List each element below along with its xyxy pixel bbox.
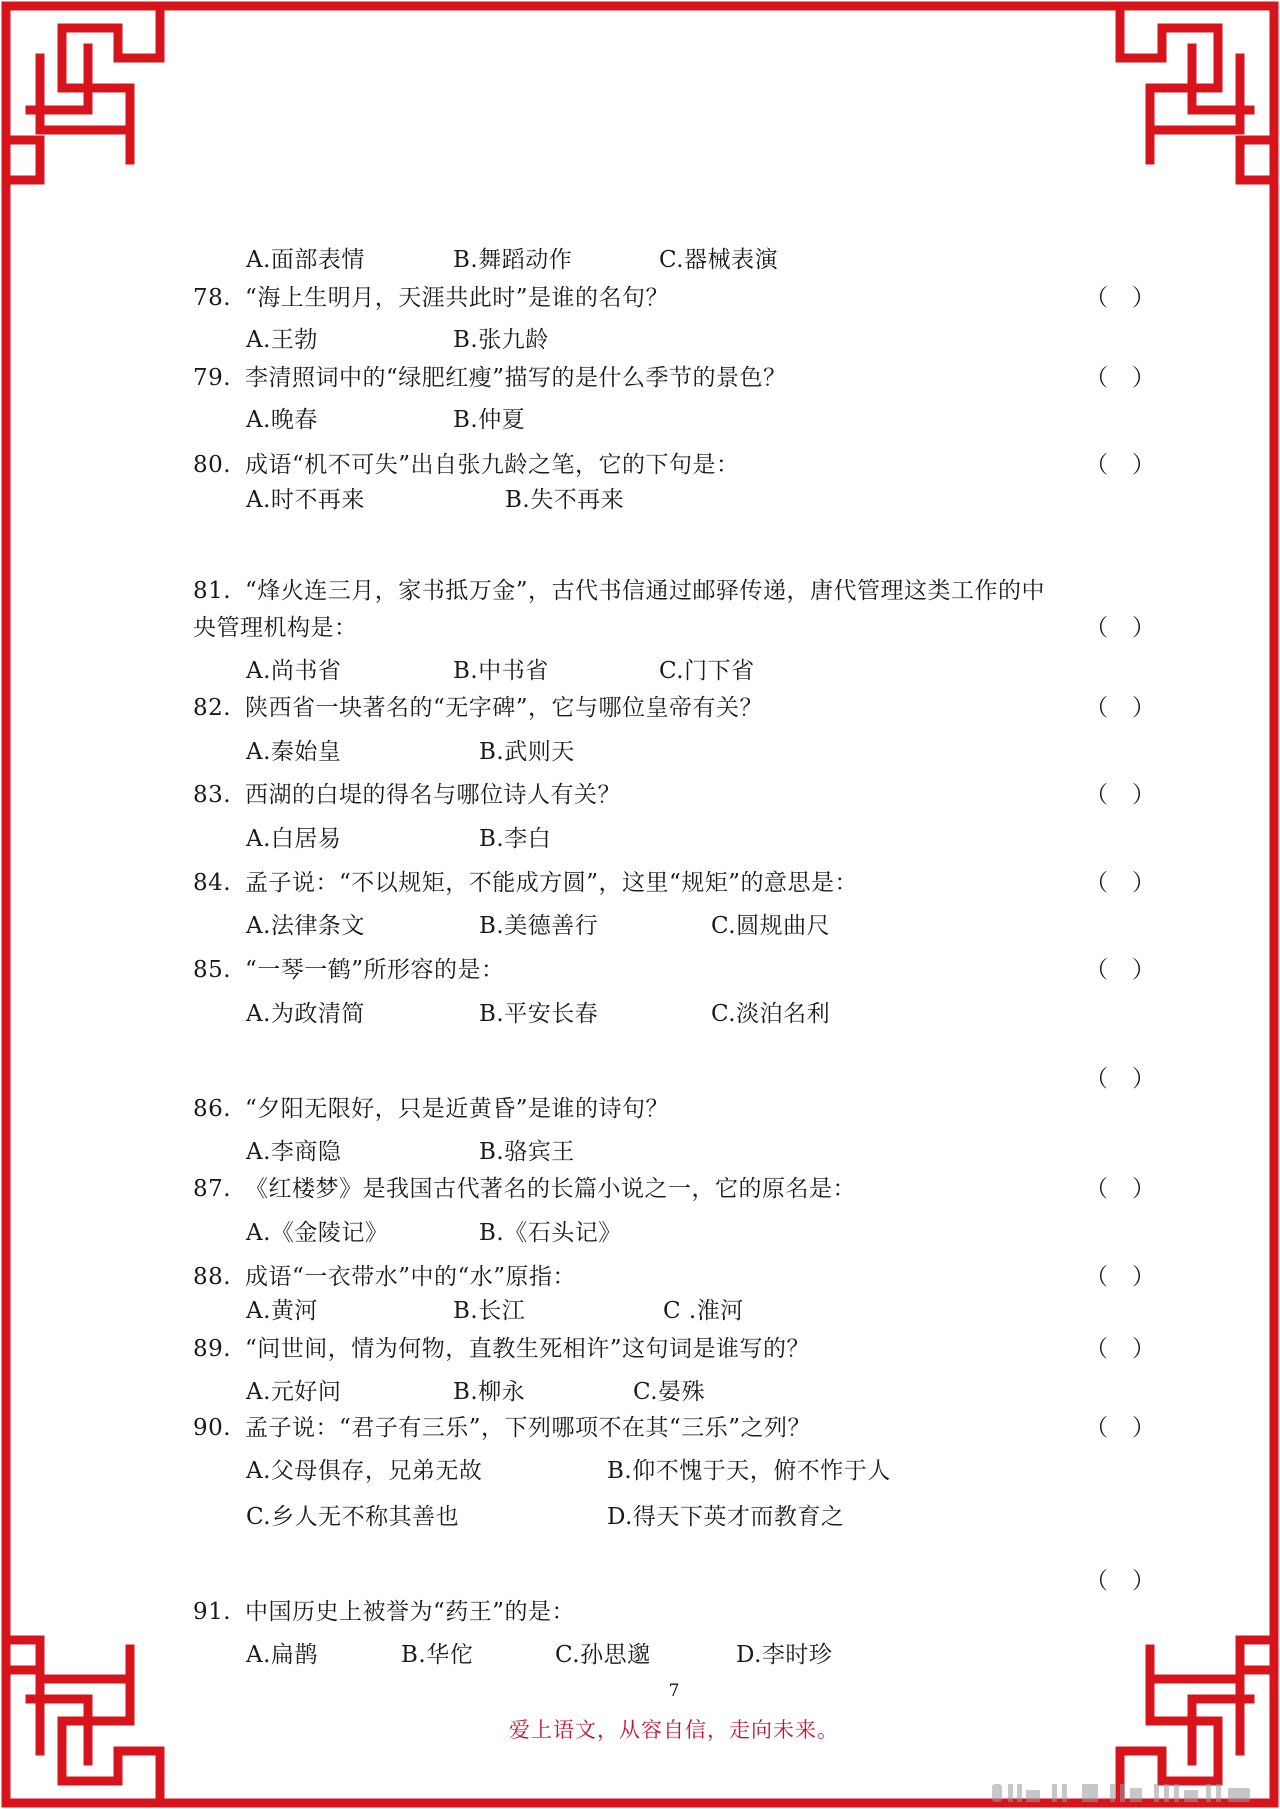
option: A.李商隐 xyxy=(246,1139,342,1165)
option: A.晚春 xyxy=(246,407,318,433)
option: A.黄河 xyxy=(246,1298,318,1324)
option: A.《金陵记》 xyxy=(246,1220,389,1246)
question-88: 88. 成语“一衣带水”中的“水”原指： xyxy=(193,1264,577,1290)
option: B.失不再来 xyxy=(505,487,625,513)
question-81: 81. “烽火连三月，家书抵万金”，古代书信通过邮驿传递，唐代管理这类工作的中 xyxy=(193,578,1046,604)
option: B.美德善行 xyxy=(479,913,599,939)
option: B.舞蹈动作 xyxy=(453,247,573,273)
option: C.门下省 xyxy=(659,658,755,684)
question-79: 79. 李清照词中的“绿肥红瘦”描写的是什么季节的景色？ xyxy=(193,365,787,391)
option: A.扁鹊 xyxy=(246,1642,318,1668)
question-78: 78. “海上生明月，天涯共此时”是谁的名句？ xyxy=(193,285,670,311)
answer-bracket: （ ） xyxy=(1085,695,1155,721)
answer-bracket: （ ） xyxy=(1085,782,1155,808)
watermark-logo xyxy=(992,1782,1252,1804)
option: A.秦始皇 xyxy=(246,739,342,765)
option: B.李白 xyxy=(479,826,552,852)
option: B.柳永 xyxy=(453,1379,526,1405)
answer-bracket: （ ） xyxy=(1085,1066,1155,1092)
option: B.仰不愧于天，俯不怍于人 xyxy=(607,1458,891,1484)
footer-slogan: 爱上语文，从容自信，走向未来。 xyxy=(509,1718,839,1742)
option: C.圆规曲尺 xyxy=(711,913,831,939)
option: A.王勃 xyxy=(246,327,318,353)
answer-bracket: （ ） xyxy=(1085,870,1155,896)
answer-bracket: （ ） xyxy=(1085,285,1155,311)
question-89: 89. “问世间，情为何物，直教生死相许”这句词是谁写的？ xyxy=(193,1336,811,1362)
answer-bracket: （ ） xyxy=(1085,1415,1155,1441)
option: C.淡泊名利 xyxy=(711,1001,831,1027)
question-87: 87. 《红楼梦》是我国古代著名的长篇小说之一，它的原名是： xyxy=(193,1176,856,1202)
question-80: 80. 成语“机不可失”出自张九龄之笔，它的下句是： xyxy=(193,452,740,478)
option: A.元好问 xyxy=(246,1379,342,1405)
option: B.中书省 xyxy=(453,658,549,684)
question-85: 85. “一琴一鹤”所形容的是： xyxy=(193,957,505,983)
option: D.李时珍 xyxy=(736,1642,833,1668)
option: C.器械表演 xyxy=(659,247,779,273)
option: B.华佗 xyxy=(401,1642,474,1668)
option: A.尚书省 xyxy=(246,658,342,684)
option: A.时不再来 xyxy=(246,487,365,513)
option: C.晏殊 xyxy=(633,1379,706,1405)
option: B.骆宾王 xyxy=(479,1139,575,1165)
question-90: 90. 孟子说：“君子有三乐”，下列哪项不在其“三乐”之列？ xyxy=(193,1415,812,1441)
option: D.得天下英才而教育之 xyxy=(607,1504,845,1530)
answer-bracket: （ ） xyxy=(1085,1336,1155,1362)
option: A.为政清简 xyxy=(246,1001,365,1027)
option: B.张九龄 xyxy=(453,327,549,353)
question-84: 84. 孟子说：“不以规矩，不能成方圆”，这里“规矩”的意思是： xyxy=(193,870,859,896)
question-82: 82. 陕西省一块著名的“无字碑”，它与哪位皇帝有关？ xyxy=(193,695,764,721)
question-81-continued: 央管理机构是： xyxy=(193,615,358,641)
option: B.武则天 xyxy=(479,739,575,765)
answer-bracket: （ ） xyxy=(1085,452,1155,478)
option: C.乡人无不称其善也 xyxy=(246,1504,460,1530)
option: A.父母俱存，兄弟无故 xyxy=(246,1458,483,1484)
answer-bracket: （ ） xyxy=(1085,957,1155,983)
answer-bracket: （ ） xyxy=(1085,365,1155,391)
answer-bracket: （ ） xyxy=(1085,615,1155,641)
question-91: 91. 中国历史上被誉为“药王”的是： xyxy=(193,1599,576,1625)
option: C .淮河 xyxy=(663,1298,744,1324)
question-86: 86. “夕阳无限好，只是近黄昏”是谁的诗句？ xyxy=(193,1096,670,1122)
option: A.面部表情 xyxy=(246,247,365,273)
question-83: 83. 西湖的白堤的得名与哪位诗人有关？ xyxy=(193,782,621,808)
answer-bracket: （ ） xyxy=(1085,1176,1155,1202)
option: B.长江 xyxy=(453,1298,526,1324)
answer-bracket: （ ） xyxy=(1085,1568,1155,1594)
option: B.《石头记》 xyxy=(479,1220,622,1246)
option: B.仲夏 xyxy=(453,407,526,433)
option: A.法律条文 xyxy=(246,913,365,939)
option: C.孙思邈 xyxy=(555,1642,651,1668)
option: A.白居易 xyxy=(246,826,342,852)
answer-bracket: （ ） xyxy=(1085,1264,1155,1290)
page-number: 7 xyxy=(668,1681,680,1701)
option: B.平安长春 xyxy=(479,1001,599,1027)
